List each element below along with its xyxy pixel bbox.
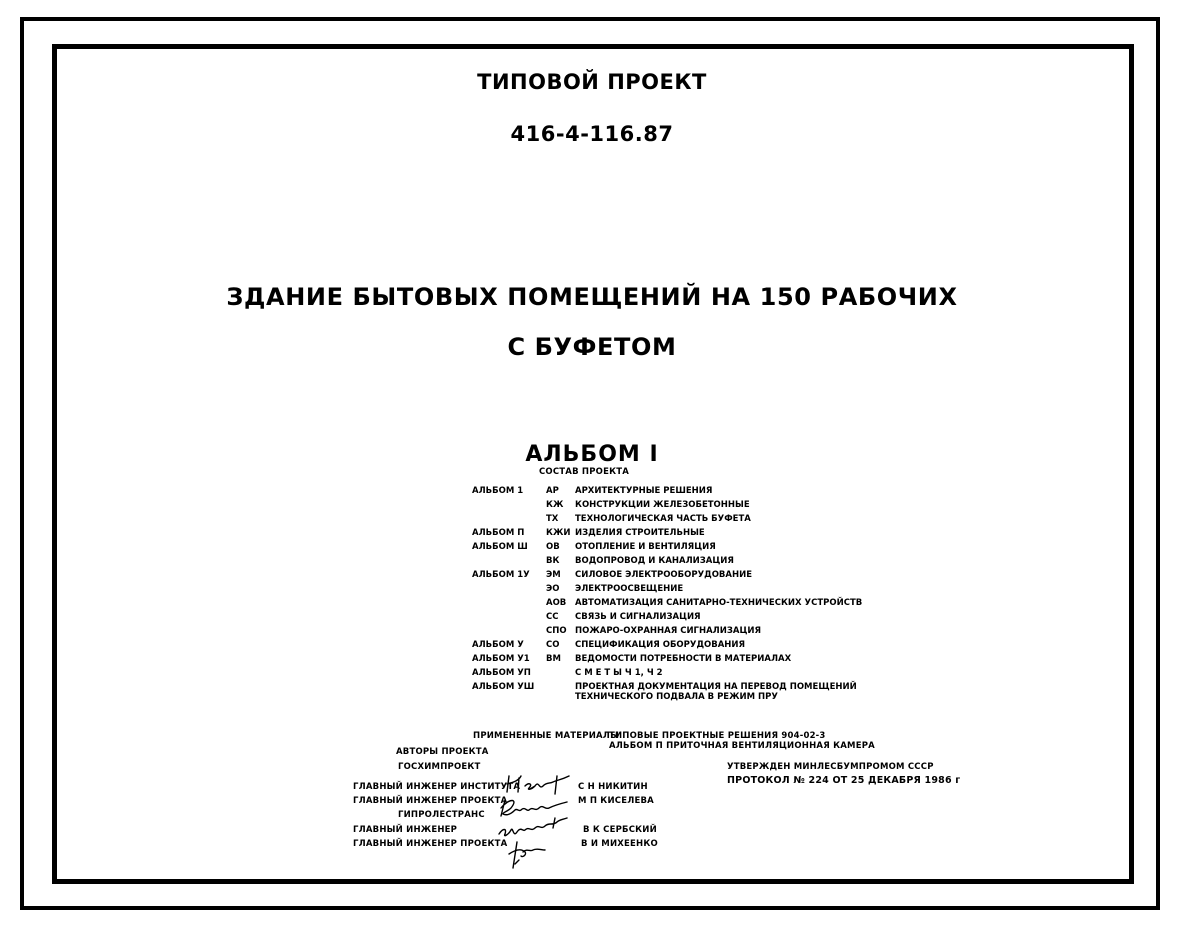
composition-code: КЖ	[546, 500, 564, 510]
author-name-3: В К СЕРБСКИЙ	[583, 825, 657, 835]
signature-nikitin	[507, 776, 569, 794]
composition-desc: ТЕХНОЛОГИЧЕСКАЯ ЧАСТЬ БУФЕТА	[575, 514, 751, 524]
authors-org-1: ГОСХИМПРОЕКТ	[398, 762, 481, 772]
author-role-4: ГЛАВНЫЙ ИНЖЕНЕР ПРОЕКТА	[353, 839, 508, 849]
author-role-3: ГЛАВНЫЙ ИНЖЕНЕР	[353, 825, 458, 835]
composition-row	[0, 570, 1184, 583]
signatures-image	[495, 768, 575, 878]
composition-desc: ПОЖАРО-ОХРАННАЯ СИГНАЛИЗАЦИЯ	[575, 626, 761, 636]
title-line-2: С БУФЕТОМ	[507, 333, 677, 361]
composition-row	[0, 668, 1184, 681]
author-name-1: С Н НИКИТИН	[578, 782, 648, 792]
signature-serbsky	[499, 818, 567, 836]
composition-album: АЛЬБОМ У	[472, 640, 524, 650]
composition-row	[0, 514, 1184, 527]
title-line-1: ЗДАНИЕ БЫТОВЫХ ПОМЕЩЕНИЙ НА 150 РАБОЧИХ	[226, 283, 958, 311]
composition-desc: ПРОЕКТНАЯ ДОКУМЕНТАЦИЯ НА ПЕРЕВОД ПОМЕЩЕНИЙ	[575, 682, 857, 692]
approval-line-1: УТВЕРЖДЕН МИНЛЕСБУМПРОМОМ СССР	[727, 762, 934, 772]
composition-album: АЛЬБОМ УШ	[472, 682, 535, 692]
composition-code: КЖИ	[546, 528, 571, 538]
composition-code: ВК	[546, 556, 560, 566]
author-name-2: М П КИСЕЛЕВА	[578, 796, 654, 806]
composition-row	[0, 556, 1184, 569]
composition-code: АР	[546, 486, 559, 496]
composition-row	[0, 542, 1184, 555]
composition-desc: ЭЛЕКТРООСВЕЩЕНИЕ	[575, 584, 684, 594]
composition-code: ЭО	[546, 584, 560, 594]
composition-title: СОСТАВ ПРОЕКТА	[538, 467, 630, 477]
composition-row	[0, 682, 1184, 702]
composition-album: АЛЬБОМ 1	[472, 486, 524, 496]
composition-album: АЛЬБОМ П	[472, 528, 525, 538]
composition-desc: ОТОПЛЕНИЕ И ВЕНТИЛЯЦИЯ	[575, 542, 716, 552]
authors-label: АВТОРЫ ПРОЕКТА	[396, 747, 489, 757]
composition-row	[0, 598, 1184, 611]
composition-desc: ВОДОПРОВОД И КАНАЛИЗАЦИЯ	[575, 556, 734, 566]
composition-desc: АРХИТЕКТУРНЫЕ РЕШЕНИЯ	[575, 486, 713, 496]
composition-row	[0, 584, 1184, 597]
composition-desc-cont: ТЕХНИЧЕСКОГО ПОДВАЛА В РЕЖИМ ПРУ	[575, 692, 778, 702]
project-number: 416-4-116.87	[510, 122, 674, 146]
applied-line-2: АЛЬБОМ П ПРИТОЧНАЯ ВЕНТИЛЯЦИОННАЯ КАМЕРА	[609, 741, 875, 751]
composition-album: АЛЬБОМ У1	[472, 654, 530, 664]
composition-row	[0, 612, 1184, 625]
composition-code: ЭМ	[546, 570, 561, 580]
composition-row	[0, 654, 1184, 667]
composition-row	[0, 528, 1184, 541]
composition-row	[0, 626, 1184, 639]
composition-desc: ВЕДОМОСТИ ПОТРЕБНОСТИ В МАТЕРИАЛАХ	[575, 654, 792, 664]
composition-code: СС	[546, 612, 559, 622]
album-label: АЛЬБОМ I	[525, 442, 659, 467]
composition-code: АОВ	[546, 598, 567, 608]
composition-desc: С М Е Т Ы Ч 1, Ч 2	[575, 668, 663, 678]
composition-desc: ИЗДЕЛИЯ СТРОИТЕЛЬНЫЕ	[575, 528, 705, 538]
composition-desc: СВЯЗЬ И СИГНАЛИЗАЦИЯ	[575, 612, 701, 622]
signature-mikheenko	[509, 842, 545, 868]
composition-desc: КОНСТРУКЦИИ ЖЕЛЕЗОБЕТОННЫЕ	[575, 500, 750, 510]
author-role-1: ГЛАВНЫЙ ИНЖЕНЕР ИНСТИТУТА	[353, 782, 521, 792]
composition-row	[0, 486, 1184, 499]
composition-code: ВМ	[546, 654, 561, 664]
author-role-2: ГЛАВНЫЙ ИНЖЕНЕР ПРОЕКТА	[353, 796, 508, 806]
applied-line-1: ТИПОВЫЕ ПРОЕКТНЫЕ РЕШЕНИЯ 904-02-3	[609, 731, 826, 741]
composition-desc: АВТОМАТИЗАЦИЯ САНИТАРНО-ТЕХНИЧЕСКИХ УСТРОЙСТВ	[575, 598, 863, 608]
composition-album: АЛЬБОМ УП	[472, 668, 531, 678]
authors-org-2: ГИПРОЛЕСТРАНС	[398, 810, 485, 820]
signature-kiseleva	[501, 800, 567, 816]
applied-label: ПРИМЕНЕННЫЕ МАТЕРИАЛЫ	[473, 731, 620, 741]
author-name-4: В И МИХЕЕНКО	[581, 839, 658, 849]
composition-code: СПО	[546, 626, 567, 636]
approval-line-2: ПРОТОКОЛ № 224 ОТ 25 ДЕКАБРЯ 1986 г	[727, 775, 961, 786]
composition-code: СО	[546, 640, 560, 650]
composition-code: ТХ	[546, 514, 559, 524]
composition-row	[0, 640, 1184, 653]
composition-desc: СПЕЦИФИКАЦИЯ ОБОРУДОВАНИЯ	[575, 640, 746, 650]
composition-row	[0, 500, 1184, 513]
composition-code: ОВ	[546, 542, 560, 552]
type-project-heading: ТИПОВОЙ ПРОЕКТ	[477, 70, 707, 94]
composition-album: АЛЬБОМ 1У	[472, 570, 530, 580]
composition-album: АЛЬБОМ Ш	[472, 542, 528, 552]
composition-desc: СИЛОВОЕ ЭЛЕКТРООБОРУДОВАНИЕ	[575, 570, 753, 580]
